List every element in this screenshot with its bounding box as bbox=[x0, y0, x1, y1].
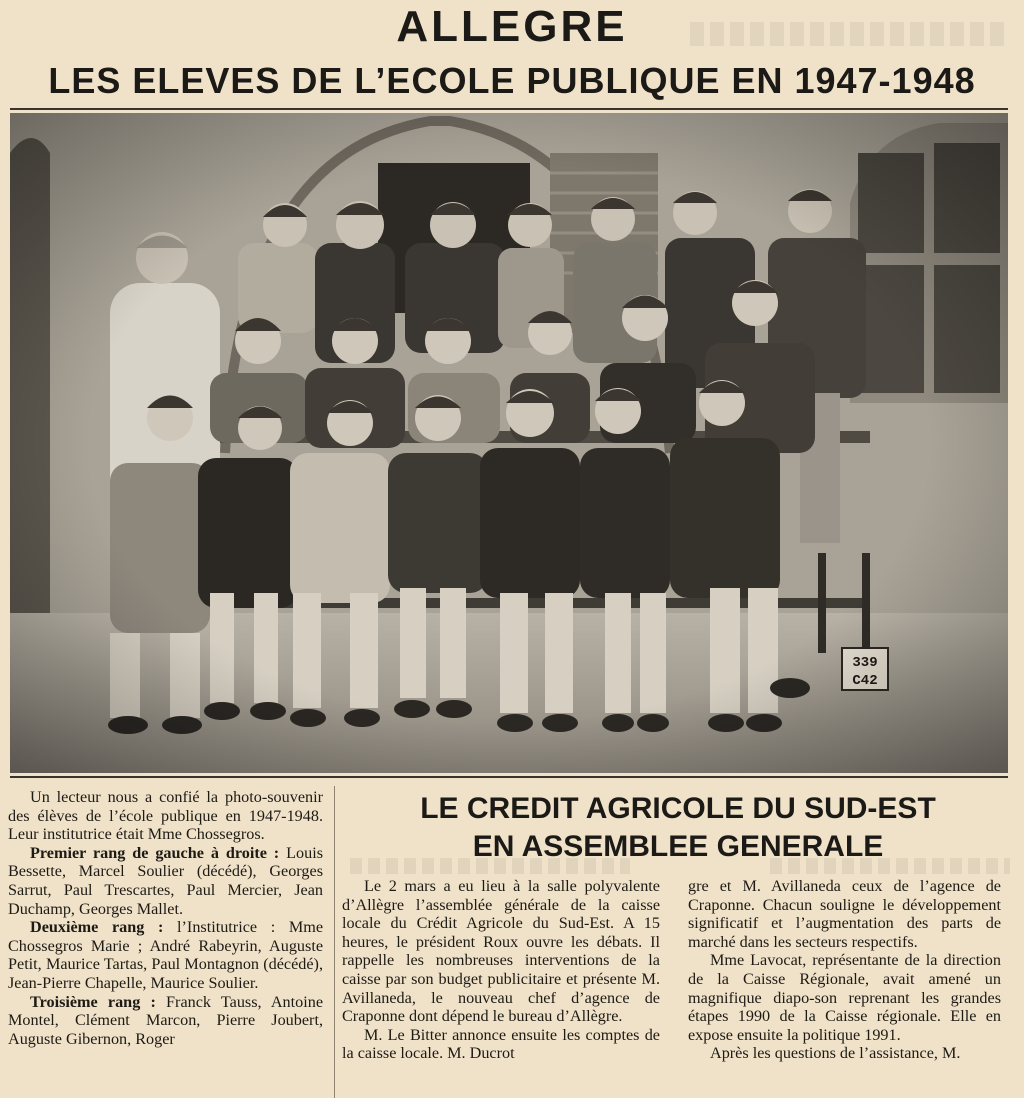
caption-row1-label: Premier rang de gauche à droite : bbox=[30, 843, 280, 862]
caption-row3-label: Troisième rang : bbox=[30, 992, 156, 1011]
article-headline bbox=[338, 790, 1018, 866]
article-col1-paragraph-2: M. Le Bitter annonce ensuite les comptes de la caisse locale. M. Ducrot bbox=[342, 1025, 660, 1063]
main-title: ALLEGRE bbox=[396, 2, 628, 51]
caption-row2-names: l’Institutrice : Mme Chossegros Marie ; André Rabeyrin, Auguste Petit, Maurice Tartas, Paul Montagnon (décédé), Jean-Pierre Chapelle, Maurice Soulier. bbox=[8, 918, 324, 992]
column-rule bbox=[334, 786, 335, 1098]
headline-line2: EN ASSEMBLEE GENERALE bbox=[472, 830, 884, 863]
caption-row1 bbox=[8, 844, 323, 918]
subtitle: LES ELEVES DE L’ECOLE PUBLIQUE EN 1947-1948 bbox=[48, 60, 976, 101]
caption-intro: Un lecteur nous a confié la photo-souvenir des élèves de l’école publique en 1947-1948. Leur institutrice était Mme Chossegros. bbox=[8, 788, 323, 844]
article-column-2 bbox=[688, 877, 1001, 1063]
class-photo bbox=[10, 113, 1008, 773]
article-col2-paragraph-2: Mme Lavocat, représentante de la direction de la Caisse Régionale, avait amené un magnifique diapo-son reprenant les grandes étapes 1990 de la Caisse régionale. Elle en expose ensuite la politique 1991. bbox=[688, 951, 1001, 1044]
class-photo-drawing bbox=[10, 113, 1008, 773]
article-column-1 bbox=[342, 877, 660, 1063]
article-col1-paragraph-1: Le 2 mars a eu lieu à la salle polyvalente d’Allègre l’assemblée générale de la caisse locale du Crédit Agricole du Sud-Est. A 15 heures, le président Roux ouvre les débats. Il rappelle les nombreuses interventions de la caisse par son budget publicitaire et présente M. Avillaneda, le nouveau chef d’agence de Craponne dont dépend le bureau d’Allègre. bbox=[342, 877, 660, 1026]
header-rule bbox=[10, 108, 1008, 110]
article-col2-paragraph-1: gre et M. Avillaneda ceux de l’agence de Craponne. Chacun souligne le développement significatif et l’augmentation des parts de marché dans les secteurs respectifs. bbox=[688, 877, 1001, 951]
caption-row2-label: Deuxième rang : bbox=[30, 918, 164, 937]
caption-row1-names: Louis Bessette, Marcel Soulier (décédé), Georges Sarrut, Paul Trescartes, Paul Mercier, Jean Duchamp, Georges Mallet. bbox=[8, 843, 323, 918]
photo-caption bbox=[8, 788, 323, 1048]
caption-row2 bbox=[8, 918, 323, 992]
bleed-through-ghost bbox=[690, 22, 1010, 46]
bleed-through-ghost-3 bbox=[770, 858, 1010, 874]
headline-line1: LE CREDIT AGRICOLE DU SUD-EST bbox=[420, 792, 936, 825]
bleed-through-ghost-2 bbox=[350, 858, 630, 874]
article-col2-paragraph-3: Après les questions de l’assistance, M. bbox=[710, 1044, 961, 1063]
caption-row3-names: Franck Tauss, Antoine Montel, Clément Marcon, Pierre Joubert, Auguste Gibernon, Roger bbox=[8, 992, 323, 1048]
photo-bottom-rule bbox=[10, 776, 1008, 778]
caption-row3 bbox=[8, 993, 323, 1049]
